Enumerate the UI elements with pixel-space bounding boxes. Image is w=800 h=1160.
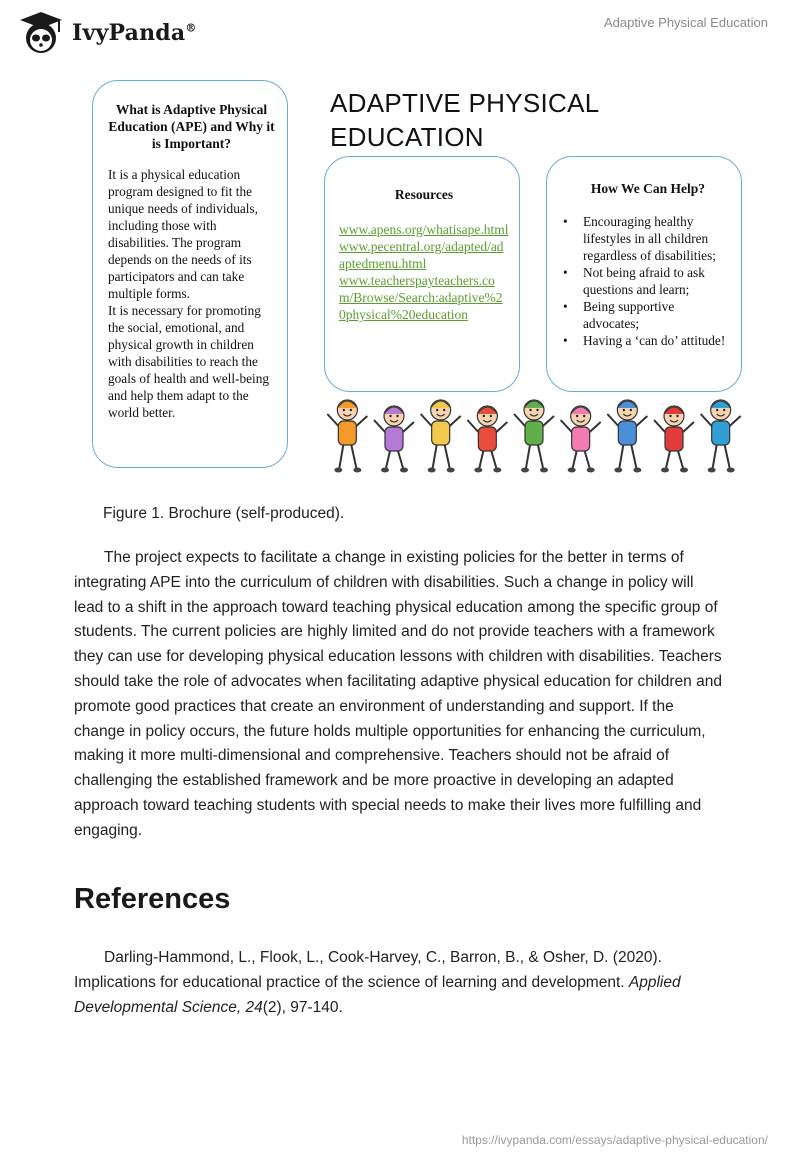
list-item: • Having a ‘can do’ attitude! (579, 332, 733, 349)
kid-figure (467, 406, 507, 473)
resources-box (324, 156, 520, 392)
kid-figure (327, 400, 367, 473)
kid-figure (607, 400, 647, 473)
resources-heading: Resources (394, 187, 454, 202)
kid-figure (421, 400, 461, 473)
figure-caption: Figure 1. Brochure (self-produced). (103, 505, 345, 522)
list-item: • Not being afraid to ask questions and learn; (579, 264, 733, 298)
references-heading: References (74, 883, 231, 915)
list-item: • Being supportive advocates; (579, 298, 733, 332)
reference-journal: Applied Developmental Science, 24 (74, 973, 681, 1016)
why-important-text: It is necessary for promoting the social, emotional, and physical growth in children with disabilities to reach the goals of health and well-being and help them adapt to the world better. (108, 303, 269, 420)
kid-figure (374, 406, 414, 473)
logo[interactable] (14, 10, 197, 56)
resource-link[interactable]: www.teacherspayteachers.com/Browse/Search:adaptive%20physical%20education (339, 273, 503, 322)
kids-illustration (324, 390, 744, 478)
what-is-ape-heading: What is Adaptive Physical Education (APE) and Why it is Important? (108, 102, 275, 151)
kid-figure (701, 400, 741, 473)
kid-figure (654, 406, 694, 473)
brochure-figure (92, 80, 744, 478)
what-is-ape-text: It is a physical education program designed to fit the unique needs of individuals, including those with disabilities. The program depends on the needs of its participators and can take multiple forms. (108, 167, 258, 301)
kid-figure (514, 400, 554, 473)
help-list (563, 213, 733, 349)
reference-entry (74, 946, 724, 1020)
body-paragraph: The project expects to facilitate a change in existing policies for the better in terms of integrating APE into the curriculum of children with disabilities. Such a change in policy will lead to a shift in the approach toward teaching physical education among the specific group of students. The current policies are highly limited and do not provide teachers with a framework they can use for developing physical education lessons with children with disabilities. Teachers should take the role of advocates when facilitating adaptive physical education for children and promote good practices that create an environment of understanding and support. If the change in policy occurs, the future holds multiple opportunities for enhancing the curriculum, making it more multi-dimensional and comprehensive. Teachers should not be afraid of challenging the established framework and be more proactive in developing an adapted approach toward teaching students with special needs to make their lives more fulfilling and engaging. (74, 549, 722, 839)
kid-figure (561, 406, 601, 473)
what-is-ape-box (92, 80, 288, 468)
help-heading: How We Can Help? (590, 181, 706, 196)
list-item: • Encouraging healthy lifestyles in all children regardless of disabilities; (579, 213, 733, 264)
brochure-title: ADAPTIVE PHYSICAL EDUCATION (330, 88, 599, 152)
panda-logo-icon (14, 10, 68, 56)
how-we-can-help-box (546, 156, 742, 392)
reference-authors: Darling-Hammond, L., Flook, L., Cook-Harvey, C., Barron, B., & Osher, D. (2020). Implications for educational practice of the science of learning and development. (74, 949, 662, 991)
logo-text: IvyPanda® (72, 20, 197, 46)
reference-tail: (2), 97-140. (262, 998, 343, 1016)
page-title: Adaptive Physical Education (603, 15, 768, 30)
resource-link[interactable]: www.apens.org/whatisape.html (339, 222, 509, 237)
footer-url[interactable]: https://ivypanda.com/essays/adaptive-physical-education/ (461, 1133, 768, 1147)
resource-link[interactable]: www.pecentral.org/adapted/adaptedmenu.html (339, 239, 504, 271)
